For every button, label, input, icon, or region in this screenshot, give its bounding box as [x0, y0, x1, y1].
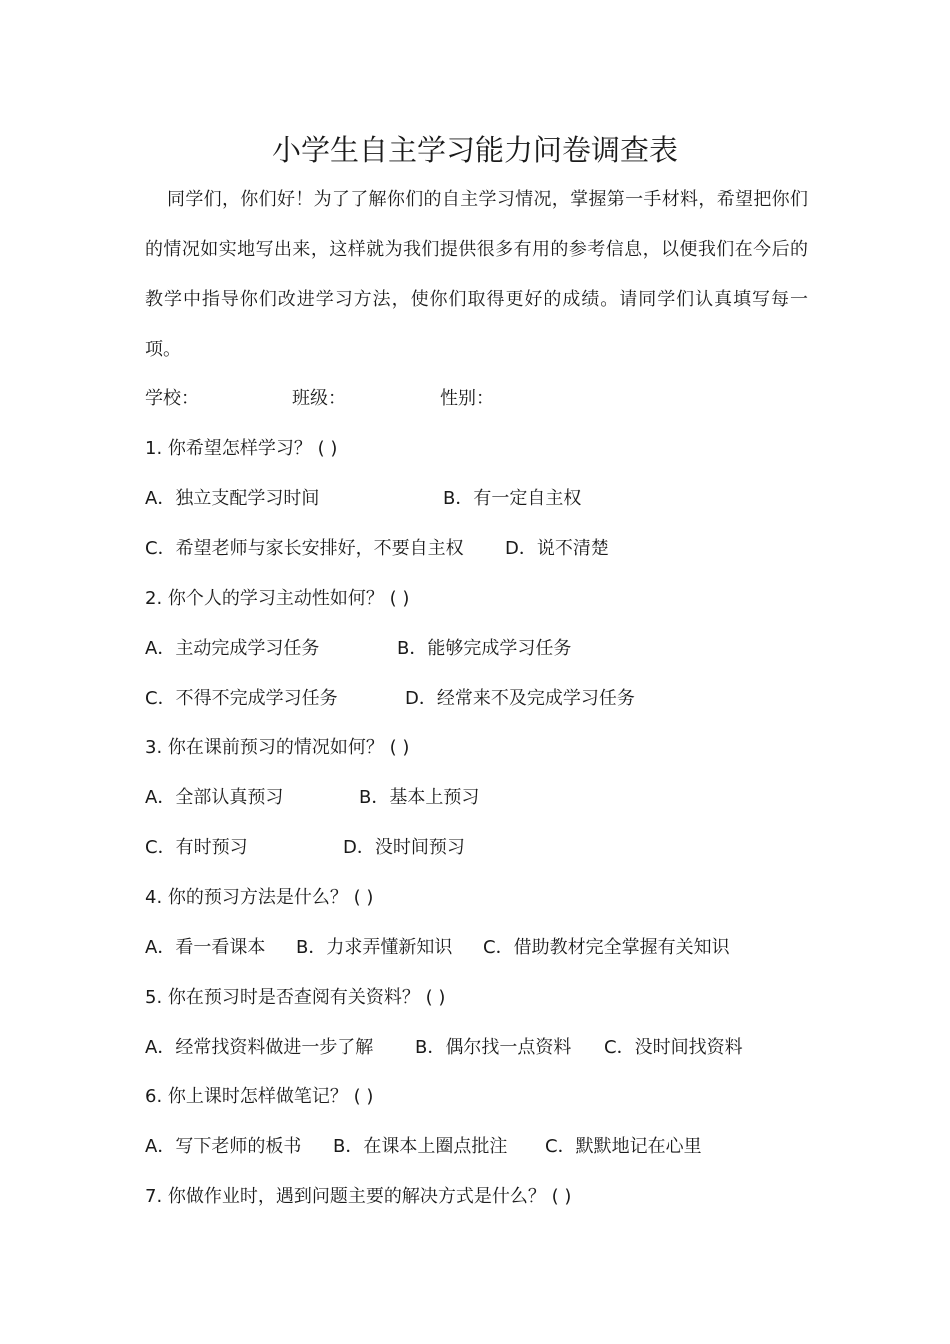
q5-option-c: C．没时间找资料 [604, 1037, 743, 1058]
question-5-options-row [145, 1033, 808, 1063]
q3-option-c: C．有时预习 [145, 837, 248, 858]
question-4: 4. 你的预习方法是什么？ ( ) [145, 887, 374, 908]
question-1-options-row-2 [145, 534, 808, 564]
q4-option-a: A．看一看课本 [145, 937, 266, 958]
question-6: 6. 你上课时怎样做笔记？ ( ) [145, 1086, 374, 1107]
class-label: 班级： [292, 388, 346, 409]
q6-option-c: C．默默地记在心里 [545, 1136, 702, 1157]
info-row [145, 384, 808, 414]
question-2-options-row-2 [145, 684, 808, 714]
q2-option-c: C．不得不完成学习任务 [145, 688, 338, 709]
q3-option-d: D．没时间预习 [343, 837, 465, 858]
q5-option-a: A．经常找资料做进一步了解 [145, 1037, 374, 1058]
q4-option-b: B．力求弄懂新知识 [296, 937, 453, 958]
q1-option-b: B．有一定自主权 [443, 488, 582, 509]
q2-option-d: D．经常来不及完成学习任务 [405, 688, 635, 709]
q1-option-c: C．希望老师与家长安排好，不要自主权 [145, 538, 464, 559]
question-3-options-row-2 [145, 833, 808, 863]
question-7: 7. 你做作业时，遇到问题主要的解决方式是什么？ ( ) [145, 1186, 572, 1207]
q6-option-b: B．在课本上圈点批注 [333, 1136, 508, 1157]
q1-option-a: A．独立支配学习时间 [145, 488, 320, 509]
page-title: 小学生自主学习能力问卷调查表 [271, 133, 678, 167]
gender-label: 性别： [440, 388, 494, 409]
question-3: 3. 你在课前预习的情况如何？ ( ) [145, 737, 410, 758]
school-label: 学校： [145, 388, 199, 409]
q2-option-b: B．能够完成学习任务 [397, 638, 572, 659]
q3-option-b: B．基本上预习 [359, 787, 480, 808]
q1-option-d: D．说不清楚 [505, 538, 609, 559]
question-2: 2. 你个人的学习主动性如何？ ( ) [145, 588, 410, 609]
q5-option-b: B．偶尔找一点资料 [415, 1037, 572, 1058]
q4-option-c: C．借助教材完全掌握有关知识 [483, 937, 730, 958]
question-2-options-row-1 [145, 634, 808, 664]
question-4-options-row [145, 933, 808, 963]
q2-option-a: A．主动完成学习任务 [145, 638, 320, 659]
intro-paragraph: 同学们，你们好！为了了解你们的自主学习情况，掌握第一手材料，希望把你们的情况如实地写出来，这样就为我们提供很多有用的参考信息，以便我们在今后的教学中指导你们改进学习方法，使你们取得更好的成绩。请同学们认真填写每一项。 [145, 189, 808, 360]
question-1-options-row-1 [145, 484, 808, 514]
question-5: 5. 你在预习时是否查阅有关资料？ ( ) [145, 987, 446, 1008]
q6-option-a: A．写下老师的板书 [145, 1136, 302, 1157]
q3-option-a: A．全部认真预习 [145, 787, 284, 808]
question-1: 1. 你希望怎样学习？ ( ) [145, 438, 338, 459]
question-3-options-row-1 [145, 783, 808, 813]
question-6-options-row [145, 1132, 808, 1162]
